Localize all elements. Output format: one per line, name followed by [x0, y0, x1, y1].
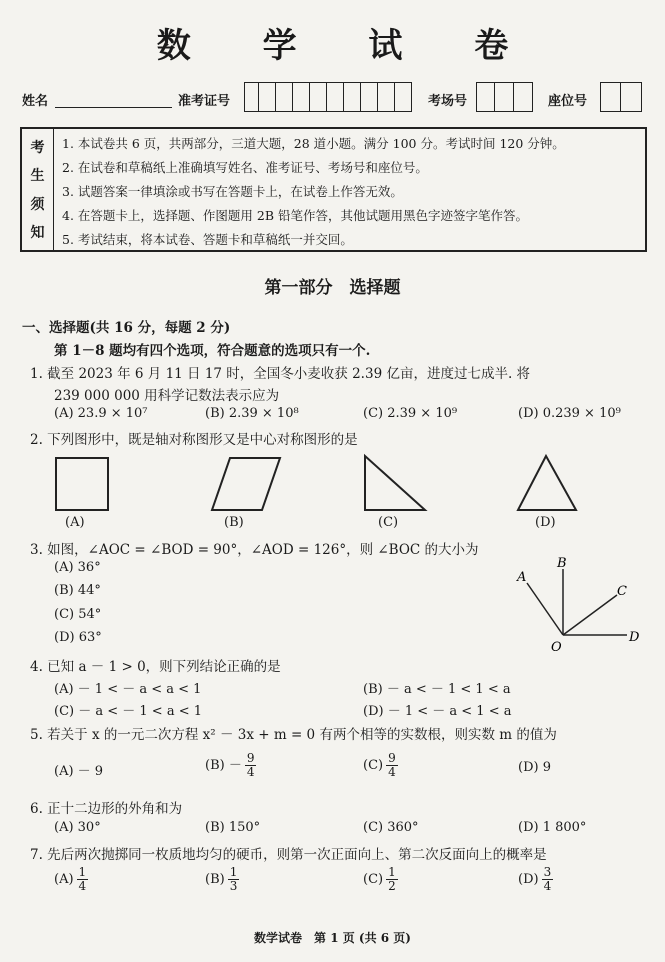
label-d: D: [629, 630, 640, 645]
q2-option-b[interactable]: (B): [224, 515, 244, 530]
q7-option-c-fraction: [386, 866, 398, 893]
section-title: 第一部分 选择题: [264, 278, 401, 298]
q1-option-d[interactable]: (D) 0.239 × 10⁹: [518, 406, 621, 421]
q2-option-a[interactable]: (A): [65, 515, 85, 530]
q6-option-d[interactable]: (D) 1 800°: [518, 820, 587, 835]
seat-boxes[interactable]: [600, 82, 642, 112]
q5-option-c-label: (C): [363, 758, 384, 773]
q7-option-b[interactable]: [205, 866, 239, 893]
q7-option-b-label: (B): [205, 872, 225, 887]
fraction-numerator: 9: [246, 751, 255, 765]
q5-option-b-fraction: [245, 752, 257, 779]
q7-option-d[interactable]: [518, 866, 553, 893]
q5-option-a[interactable]: (A) － 9: [54, 764, 104, 779]
q6-option-a[interactable]: (A) 30°: [54, 820, 101, 835]
triangle-shape: [518, 456, 576, 510]
part-subheading: 第 1－8 题均有四个选项，符合题意的选项只有一个.: [54, 343, 371, 359]
name-label: 姓名: [22, 94, 49, 109]
q1-text: 1. 截至 2023 年 6 月 11 日 17 时，全国冬小麦收获 2.39 亿亩，进度过七成半. 将: [30, 366, 531, 382]
angle-diagram: [505, 555, 650, 655]
q4-option-b[interactable]: (B) － a < － 1 < 1 < a: [363, 682, 511, 697]
q2-shapes: [40, 450, 640, 520]
notice-side: [22, 129, 54, 250]
q7-text: 7. 先后两次抛掷同一枚质地均匀的硬币，则第一次正面向上、第二次反面向上的概率是: [30, 847, 547, 863]
q7-option-c[interactable]: [363, 866, 398, 893]
fraction-numerator: 9: [388, 751, 396, 765]
exam-no-label: 准考证号: [178, 94, 231, 109]
q1-text-2: 239 000 000 用科学记数法表示应为: [54, 388, 280, 404]
notice-item: 4. 在答题卡上，选择题、作图题用 2B 铅笔作答，其他试题用黑色字迹签字笔作答。: [62, 208, 528, 223]
label-a: A: [517, 570, 527, 585]
q1-option-b[interactable]: (B) 2.39 × 10⁸: [205, 406, 299, 421]
fraction-denominator: 4: [388, 765, 396, 779]
square-shape: [56, 458, 108, 510]
q3-option-a[interactable]: (A) 36°: [54, 560, 101, 575]
page-title: 数 学 试 卷: [156, 26, 539, 66]
q6-text: 6. 正十二边形的外角和为: [30, 801, 183, 817]
fraction-denominator: 4: [246, 765, 255, 779]
notice-side-char: 生: [30, 168, 45, 185]
fraction-denominator: 4: [543, 879, 552, 893]
fraction-numerator: 1: [388, 865, 396, 879]
fraction-numerator: 1: [78, 865, 87, 879]
label-c: C: [617, 584, 627, 599]
q3-option-b[interactable]: (B) 44°: [54, 583, 101, 598]
q3-option-d[interactable]: (D) 63°: [54, 630, 102, 645]
parallelogram-shape: [212, 458, 280, 510]
q1-option-c[interactable]: (C) 2.39 × 10⁹: [363, 406, 458, 421]
notice-box: [20, 127, 647, 252]
label-b: B: [557, 556, 567, 571]
room-boxes[interactable]: [476, 82, 533, 112]
q5-option-d[interactable]: (D) 9: [518, 760, 551, 775]
notice-side-char: 须: [30, 196, 45, 213]
fraction-denominator: 2: [388, 879, 396, 893]
right-triangle-shape: [365, 456, 425, 510]
q7-option-a-label: (A): [54, 872, 74, 887]
q5-text: 5. 若关于 x 的一元二次方程 x² － 3x + m = 0 有两个相等的实数根，则实数 m 的值为: [30, 727, 557, 743]
q2-text: 2. 下列图形中，既是轴对称图形又是中心对称图形的是: [30, 432, 358, 448]
notice-item: 1. 本试卷共 6 页，共两部分，三道大题，28 道小题。满分 100 分。考试时间 120 分钟。: [62, 136, 565, 151]
ray-oa: [527, 583, 563, 635]
part-heading: 一、选择题(共 16 分，每题 2 分): [22, 320, 231, 336]
exam-no-boxes[interactable]: [244, 82, 412, 112]
label-o: O: [551, 640, 562, 655]
q3-option-c[interactable]: (C) 54°: [54, 607, 102, 622]
fraction-denominator: 3: [229, 879, 238, 893]
q4-text: 4. 已知 a － 1 > 0，则下列结论正确的是: [30, 659, 281, 675]
q4-option-c[interactable]: (C) － a < － 1 < a < 1: [54, 704, 203, 719]
notice-side-char: 知: [30, 224, 45, 241]
q6-option-c[interactable]: (C) 360°: [363, 820, 419, 835]
fraction-denominator: 4: [78, 879, 87, 893]
q5-option-b-label: (B) －: [205, 758, 242, 773]
q5-option-c-fraction: [386, 752, 398, 779]
q4-option-d[interactable]: (D) － 1 < － a < 1 < a: [363, 704, 512, 719]
q3-text: 3. 如图，∠AOC = ∠BOD = 90°，∠AOD = 126°，则 ∠BOC 的大小为: [30, 542, 479, 558]
ray-oc: [563, 595, 617, 635]
q7-option-c-label: (C): [363, 872, 384, 887]
q7-option-b-fraction: [228, 866, 240, 893]
name-underline[interactable]: [55, 107, 172, 108]
q7-option-d-fraction: [542, 866, 554, 893]
q6-option-b[interactable]: (B) 150°: [205, 820, 261, 835]
fraction-numerator: 1: [229, 865, 238, 879]
q7-option-d-label: (D): [518, 872, 539, 887]
q5-option-c[interactable]: [363, 752, 398, 779]
notice-side-char: 考: [30, 140, 45, 157]
q5-option-b[interactable]: [205, 752, 256, 779]
q7-option-a-fraction: [77, 866, 89, 893]
q4-option-a[interactable]: (A) － 1 < － a < a < 1: [54, 682, 202, 697]
q7-option-a[interactable]: [54, 866, 88, 893]
notice-item: 5. 考试结束，将本试卷、答题卡和草稿纸一并交回。: [62, 232, 353, 247]
q1-option-a[interactable]: (A) 23.9 × 10⁷: [54, 406, 148, 421]
seat-label: 座位号: [548, 94, 588, 109]
notice-item: 2. 在试卷和草稿纸上准确填写姓名、准考证号、考场号和座位号。: [62, 160, 428, 175]
notice-item: 3. 试题答案一律填涂或书写在答题卡上，在试卷上作答无效。: [62, 184, 403, 199]
q2-option-d[interactable]: (D): [535, 515, 556, 530]
room-label: 考场号: [428, 94, 468, 109]
fraction-numerator: 3: [543, 865, 552, 879]
page-footer: 数学试卷 第 1 页 (共 6 页): [254, 931, 411, 945]
q2-option-c[interactable]: (C): [378, 515, 399, 530]
